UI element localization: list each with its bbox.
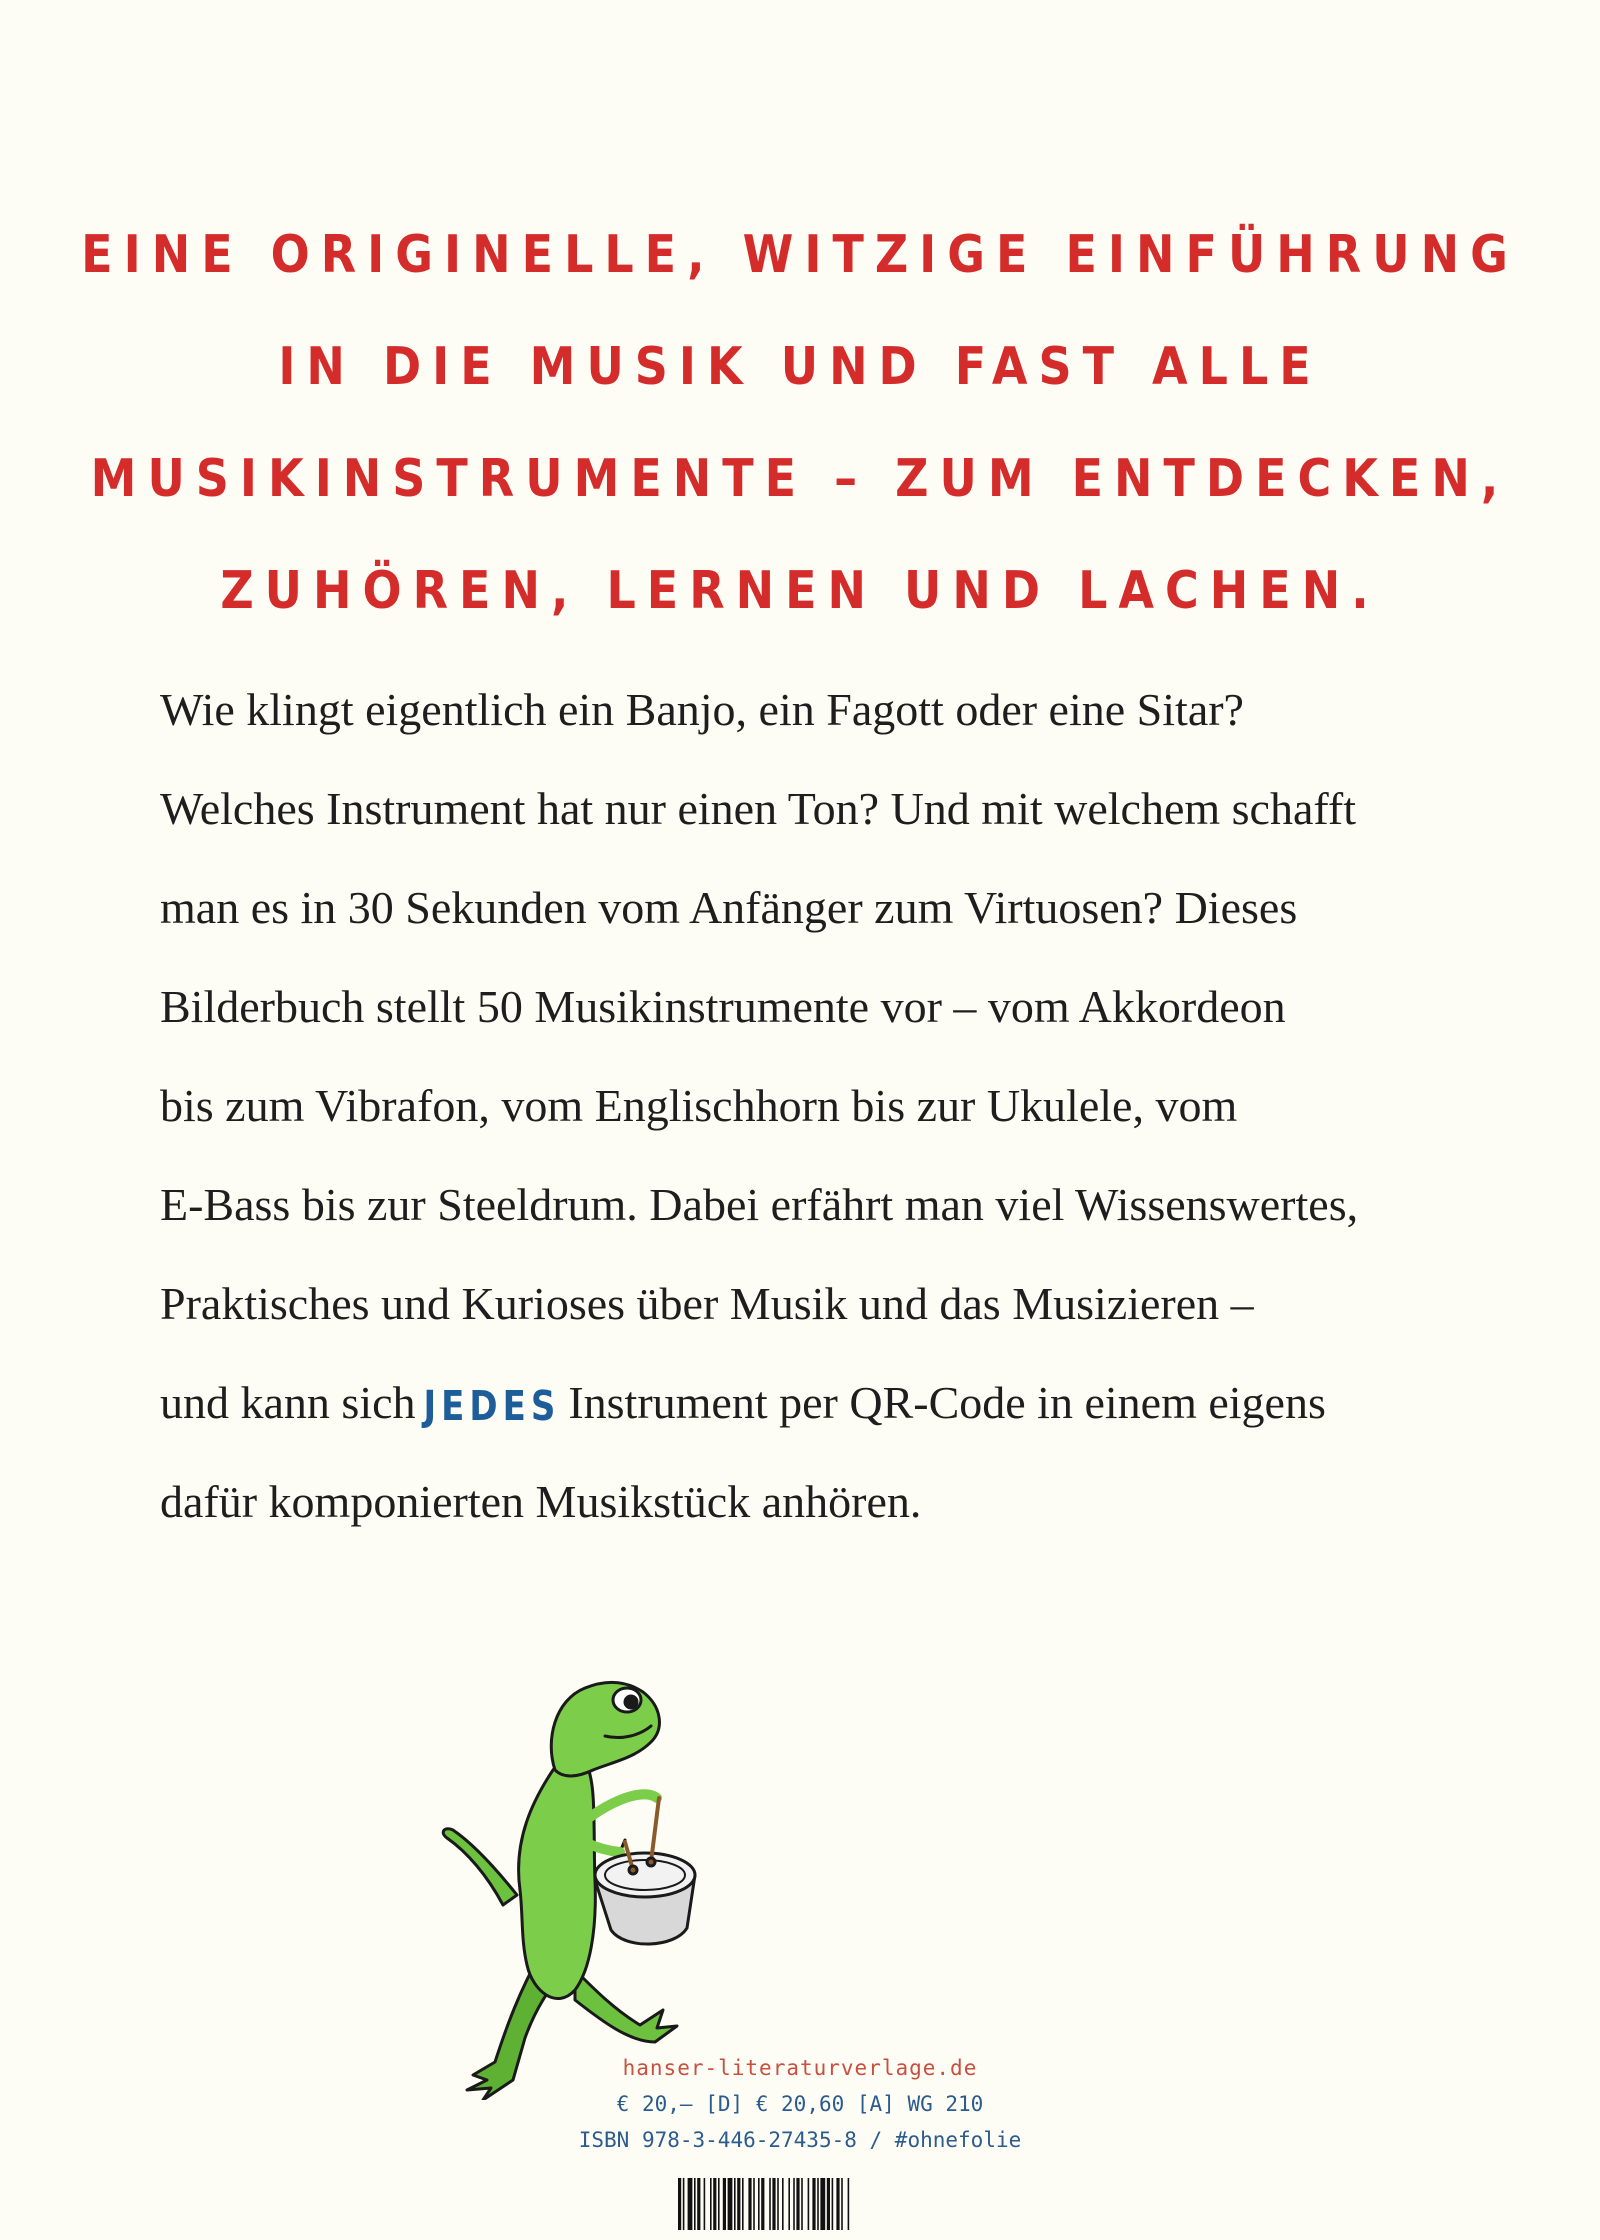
headline-line: EINE ORIGINELLE, WITZIGE EINFÜHRUNG — [81, 223, 1519, 285]
barcode-bar — [753, 2178, 755, 2230]
headline-line: IN DIE MUSIK UND FAST ALLE — [278, 335, 1322, 397]
barcode-bar — [812, 2178, 815, 2230]
barcode-bar — [827, 2178, 830, 2230]
frog-drummer-icon — [425, 1670, 775, 2100]
description-line: bis zum Vibrafon, vom Englischhorn bis zur Ukulele, vom — [160, 1080, 1238, 1131]
price-info: € 20,– [D] € 20,60 [A] WG 210 — [616, 2092, 984, 2116]
barcode-bar — [710, 2178, 712, 2230]
line-text-after: Instrument per QR-Code in einem eigens — [568, 1377, 1326, 1428]
description-paragraph — [160, 660, 1490, 1551]
barcode-bar — [772, 2178, 775, 2230]
barcode-bar — [796, 2178, 799, 2230]
barcode-bar — [820, 2178, 825, 2230]
barcode-bar — [801, 2178, 803, 2230]
line-text-before: und kann sich — [160, 1377, 416, 1428]
barcode-bar — [713, 2178, 716, 2230]
barcode-bar — [737, 2178, 740, 2230]
barcode-bar — [723, 2178, 726, 2230]
description-line: E-Bass bis zur Steeldrum. Dabei erfährt man viel Wissenswertes, — [160, 1179, 1359, 1230]
barcode-bar — [697, 2178, 700, 2230]
barcode-bar — [841, 2178, 843, 2230]
barcode-bar — [788, 2178, 790, 2230]
highlight-word: JEDES — [423, 1382, 561, 1431]
description-line — [160, 1353, 1490, 1452]
barcode-bar — [728, 2178, 733, 2230]
headline — [0, 198, 1600, 646]
barcode-bar — [782, 2178, 784, 2230]
publisher-website: hanser-literaturverlage.de — [622, 2056, 978, 2080]
barcode-bar — [688, 2178, 693, 2230]
headline-line: MUSIKINSTRUMENTE – ZUM ENTDECKEN, — [90, 447, 1510, 509]
barcode-bar — [848, 2178, 850, 2230]
barcode-bar — [832, 2178, 834, 2230]
barcode-bar — [742, 2178, 744, 2230]
description-line: Bilderbuch stellt 50 Musikinstrumente vor – vom Akkordeon — [160, 981, 1286, 1032]
barcode-icon — [678, 2178, 948, 2230]
description-line: Praktisches und Kurioses über Musik und das Musizieren – — [160, 1278, 1254, 1329]
isbn-info: ISBN 978-3-446-27435-8 / #ohnefolie — [578, 2128, 1022, 2152]
barcode-bar — [769, 2178, 771, 2230]
description-line: man es in 30 Sekunden vom Anfänger zum Virtuosen? Dieses — [160, 882, 1298, 933]
barcode-bar — [817, 2178, 819, 2230]
barcode-bar — [808, 2178, 810, 2230]
headline-line: ZUHÖREN, LERNEN UND LACHEN. — [220, 559, 1380, 621]
barcode-bar — [678, 2178, 681, 2230]
barcode-bar — [683, 2178, 685, 2230]
barcode-bar — [704, 2178, 706, 2230]
description-line: Wie klingt eigentlich ein Banjo, ein Fagott oder eine Sitar? — [160, 684, 1244, 735]
barcode-bar — [761, 2178, 764, 2230]
barcode-bar — [836, 2178, 839, 2230]
description-line: Welches Instrument hat nur einen Ton? Und mit welchem schafft — [160, 783, 1356, 834]
barcode-bar — [734, 2178, 736, 2230]
barcode-bar — [718, 2178, 720, 2230]
description-line: dafür komponierten Musikstück anhören. — [160, 1476, 922, 1527]
barcode-bar — [793, 2178, 795, 2230]
barcode-bar — [694, 2178, 696, 2230]
publisher-imprint — [560, 2050, 1040, 2158]
barcode-bar — [777, 2178, 779, 2230]
barcode-bar — [758, 2178, 760, 2230]
barcode-bar — [748, 2178, 751, 2230]
